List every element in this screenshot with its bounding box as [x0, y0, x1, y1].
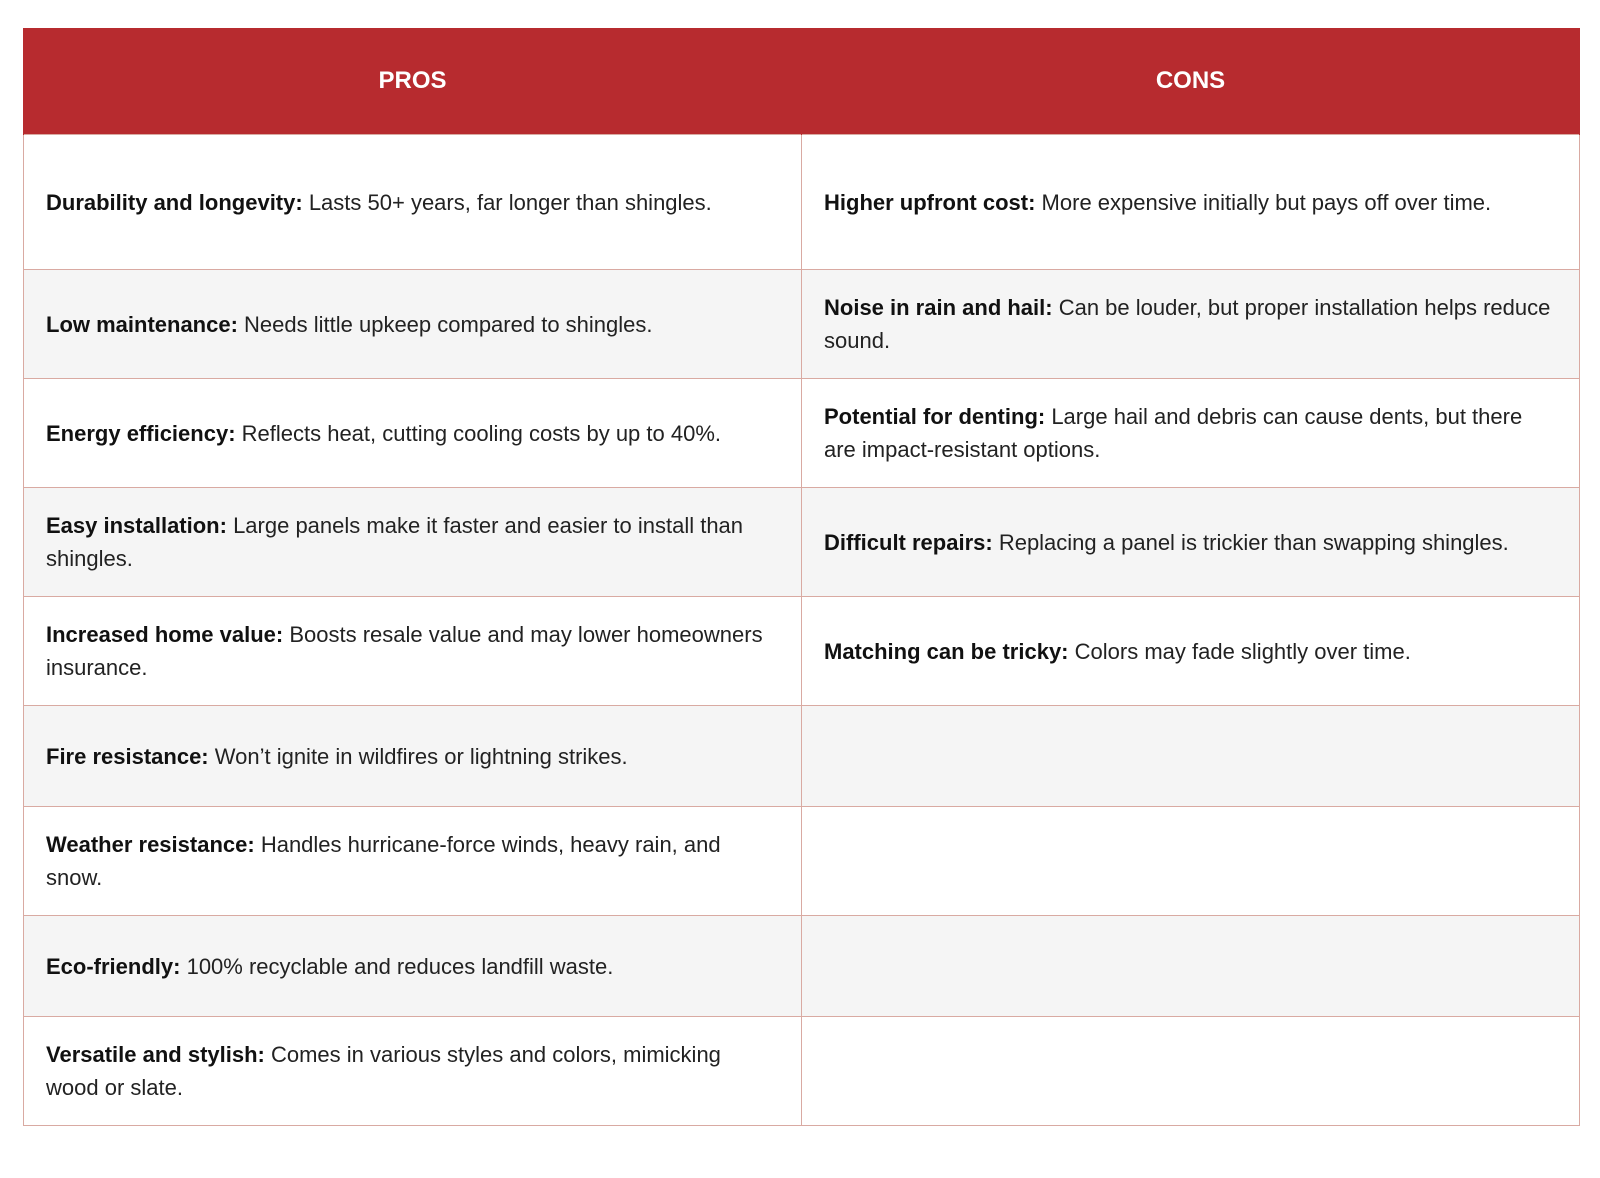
- pro-term: Increased home value:: [46, 622, 284, 647]
- pro-text: Lasts 50+ years, far longer than shingles.: [302, 189, 712, 215]
- pro-term: Energy efficiency:: [46, 420, 236, 446]
- pros-cons-table-container: [23, 28, 1579, 1126]
- pro-cell: [24, 379, 802, 488]
- pro-cell: [24, 488, 802, 597]
- pro-text: Needs little upkeep compared to shingles.: [237, 311, 653, 337]
- pro-text: Comes in various styles and colors, mimicking wood or slate.: [46, 1042, 721, 1100]
- pro-term: Weather resistance:: [46, 832, 255, 857]
- con-cell: [802, 379, 1580, 488]
- pro-cell: [24, 1017, 802, 1126]
- pro-cell: [24, 807, 802, 916]
- table-header-row: [24, 28, 1580, 135]
- pro-term: Durability and longevity:: [46, 189, 303, 215]
- pro-text: 100% recyclable and reduces landfill waste.: [180, 953, 614, 979]
- cons-column-header: CONS: [802, 28, 1580, 135]
- con-text: Colors may fade slightly over time.: [1068, 638, 1411, 664]
- pros-cons-table: [23, 28, 1580, 1126]
- pro-term: Low maintenance:: [46, 311, 238, 337]
- con-term: Higher upfront cost:: [824, 189, 1036, 215]
- con-cell: [802, 270, 1580, 379]
- pro-text: Large panels make it faster and easier to install than shingles.: [46, 513, 744, 571]
- pros-column-header: PROS: [24, 28, 802, 135]
- con-text: More expensive initially but pays off over time.: [1035, 189, 1492, 215]
- pro-term: Easy installation:: [46, 513, 227, 538]
- con-cell: [802, 488, 1580, 597]
- pro-cell: [24, 706, 802, 807]
- con-cell: [802, 597, 1580, 706]
- table-row: [24, 270, 1580, 379]
- pro-cell: [24, 597, 802, 706]
- table-row: [24, 807, 1580, 916]
- table-row: [24, 135, 1580, 270]
- pro-text: Reflects heat, cutting cooling costs by up to 40%.: [235, 420, 722, 446]
- con-term: Noise in rain and hail:: [824, 295, 1053, 320]
- table-row: [24, 379, 1580, 488]
- con-text: Large hail and debris can cause dents, but there are impact-resistant options.: [824, 404, 1523, 462]
- pro-cell: [24, 135, 802, 270]
- pro-cell: [24, 916, 802, 1017]
- pro-term: Fire resistance:: [46, 743, 209, 769]
- con-term: Potential for denting:: [824, 404, 1046, 429]
- con-cell-empty: [802, 1017, 1580, 1126]
- con-cell-empty: [802, 807, 1580, 916]
- pro-text: Handles hurricane-force winds, heavy rain, and snow.: [46, 832, 721, 890]
- con-text: Replacing a panel is trickier than swapping shingles.: [992, 529, 1509, 555]
- pro-term: Versatile and stylish:: [46, 1042, 265, 1067]
- table-row: [24, 488, 1580, 597]
- con-cell: [802, 135, 1580, 270]
- con-text: Can be louder, but proper installation helps reduce sound.: [824, 295, 1551, 353]
- pro-cell: [24, 270, 802, 379]
- pro-text: Won’t ignite in wildfires or lightning strikes.: [208, 743, 628, 769]
- table-row: [24, 916, 1580, 1017]
- con-term: Difficult repairs:: [824, 529, 993, 555]
- con-cell-empty: [802, 706, 1580, 807]
- table-row: [24, 1017, 1580, 1126]
- con-term: Matching can be tricky:: [824, 638, 1069, 664]
- table-row: [24, 597, 1580, 706]
- pro-term: Eco-friendly:: [46, 953, 181, 979]
- pro-text: Boosts resale value and may lower homeowners insurance.: [46, 622, 763, 680]
- con-cell-empty: [802, 916, 1580, 1017]
- table-row: [24, 706, 1580, 807]
